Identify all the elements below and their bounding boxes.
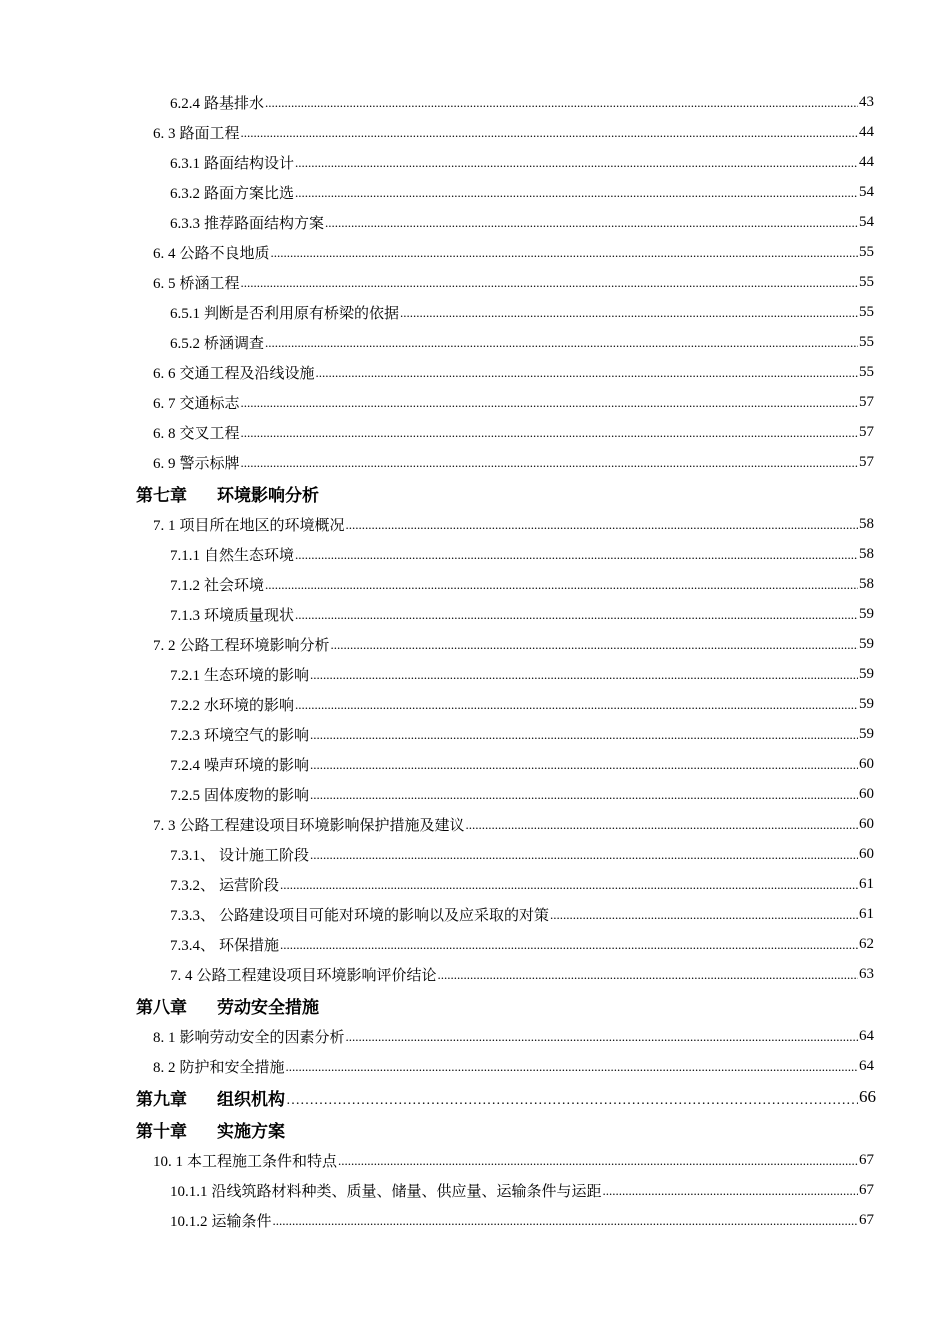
- toc-entry-number: 6.5.1: [170, 305, 200, 322]
- toc-entry-number: 7.3.1、: [170, 847, 216, 864]
- toc-dot-leader: [346, 1028, 858, 1046]
- toc-entry-label: [136, 481, 319, 506]
- toc-entry-title: 公路不良地质: [179, 245, 270, 262]
- toc-entry-number: 6.2.4: [170, 95, 200, 112]
- toc-page-number: 67: [859, 1181, 874, 1198]
- toc-entry[interactable]: [0, 899, 950, 929]
- toc-entry-title: 自然生态环境: [204, 547, 295, 564]
- toc-page-number: 57: [859, 393, 874, 410]
- toc-entry-number: 6.3.3: [170, 215, 200, 232]
- toc-entry-title: 运营阶段: [219, 877, 280, 894]
- toc-dot-leader: [346, 516, 858, 534]
- toc-entry-title: 交叉工程: [179, 425, 240, 442]
- toc-page-number: 59: [859, 725, 874, 742]
- toc-entry-title: 公路工程环境影响分析: [179, 637, 330, 654]
- toc-entry[interactable]: [0, 689, 950, 719]
- toc-entry-title: 路面结构设计: [204, 155, 295, 172]
- toc-page-number: 61: [859, 905, 874, 922]
- toc-entry-label: [170, 844, 309, 865]
- toc-entry-label: [170, 152, 294, 173]
- toc-entry[interactable]: [0, 629, 950, 659]
- toc-entry[interactable]: [0, 929, 950, 959]
- toc-entry[interactable]: [0, 117, 950, 147]
- toc-entry[interactable]: [0, 147, 950, 177]
- toc-entry[interactable]: [0, 267, 950, 297]
- toc-entry-number: 7.3.2、: [170, 877, 216, 894]
- toc-entry-title: 路基排水: [204, 95, 265, 112]
- toc-entry[interactable]: [0, 1051, 950, 1081]
- toc-page-number: 59: [859, 695, 874, 712]
- toc-entry-number: 第八章: [136, 997, 187, 1017]
- toc-entry-number: 10. 1: [153, 1153, 183, 1170]
- toc-entry-label: [153, 814, 465, 835]
- toc-entry[interactable]: [0, 509, 950, 539]
- toc-entry-title: 设计施工阶段: [219, 847, 310, 864]
- toc-entry-label: [153, 392, 240, 413]
- toc-dot-leader: [286, 1058, 858, 1076]
- toc-entry-title: 桥涵调查: [204, 335, 265, 352]
- toc-entry[interactable]: [0, 719, 950, 749]
- toc-chapter-heading[interactable]: [0, 1081, 950, 1113]
- toc-dot-leader: [331, 636, 858, 654]
- toc-page-number: 60: [859, 785, 874, 802]
- toc-entry-number: 7.2.2: [170, 697, 200, 714]
- toc-entry-number: 7.3.4、: [170, 937, 216, 954]
- toc-dot-leader: [280, 876, 858, 894]
- toc-page-number: 58: [859, 515, 874, 532]
- toc-entry[interactable]: [0, 749, 950, 779]
- toc-entry[interactable]: [0, 177, 950, 207]
- toc-entry-number: 6. 9: [153, 455, 176, 472]
- toc-entry-label: [136, 1085, 285, 1110]
- toc-entry-title: 社会环境: [204, 577, 265, 594]
- toc-chapter-heading[interactable]: [0, 1113, 950, 1145]
- toc-entry-title: 环境影响分析: [217, 485, 319, 505]
- toc-entry-label: [170, 1210, 272, 1231]
- toc-page-number: 66: [859, 1087, 876, 1106]
- toc-page-number: 60: [859, 815, 874, 832]
- toc-page-number: 62: [859, 935, 874, 952]
- toc-entry-number: 7. 2: [153, 637, 176, 654]
- toc-entry-label: [153, 1150, 337, 1171]
- toc-entry-number: 10.1.2: [170, 1213, 208, 1230]
- toc-page-number: 67: [859, 1211, 874, 1228]
- toc-page-number: 43: [859, 93, 874, 110]
- toc-entry[interactable]: [0, 569, 950, 599]
- toc-entry-label: [170, 92, 264, 113]
- toc-entry-title: 公路工程建设项目环境影响保护措施及建议: [179, 817, 465, 834]
- toc-entry[interactable]: [0, 87, 950, 117]
- toc-entry[interactable]: [0, 237, 950, 267]
- toc-entry[interactable]: [0, 387, 950, 417]
- toc-entry-label: [153, 242, 270, 263]
- toc-entry-title: 环保措施: [219, 937, 280, 954]
- toc-page-number: 59: [859, 635, 874, 652]
- toc-page-number: 64: [859, 1057, 874, 1074]
- toc-dot-leader: [286, 1089, 858, 1107]
- toc-entry-label: [170, 604, 294, 625]
- toc-entry-label: [170, 1180, 602, 1201]
- toc-entry-number: 8. 2: [153, 1059, 176, 1076]
- toc-entry[interactable]: [0, 599, 950, 629]
- toc-entry-title: 环境空气的影响: [204, 727, 310, 744]
- toc-entry[interactable]: [0, 1021, 950, 1051]
- toc-entry-title: 公路建设项目可能对环境的影响以及应采取的对策: [219, 907, 550, 924]
- toc-entry-number: 6. 5: [153, 275, 176, 292]
- toc-entry-title: 推荐路面结构方案: [204, 215, 325, 232]
- toc-page-number: 44: [859, 153, 874, 170]
- toc-page-number: 57: [859, 453, 874, 470]
- toc-entry-label: [170, 574, 264, 595]
- toc-dot-leader: [241, 124, 858, 142]
- toc-entry-title: 项目所在地区的环境概况: [179, 517, 345, 534]
- toc-dot-leader: [310, 756, 858, 774]
- toc-entry-number: 6. 3: [153, 125, 176, 142]
- toc-entry-title: 公路工程建设项目环境影响评价结论: [196, 967, 437, 984]
- toc-entry-number: 6. 7: [153, 395, 176, 412]
- toc-entry[interactable]: [0, 659, 950, 689]
- toc-entry-number: 7.2.5: [170, 787, 200, 804]
- toc-dot-leader: [271, 244, 858, 262]
- toc-entry-label: [153, 362, 315, 383]
- toc-page-number: 61: [859, 875, 874, 892]
- toc-page-number: 63: [859, 965, 874, 982]
- toc-chapter-heading[interactable]: [0, 989, 950, 1021]
- toc-entry-label: [170, 182, 294, 203]
- toc-page-number: 58: [859, 575, 874, 592]
- toc-entry-label: [153, 122, 240, 143]
- toc-dot-leader: [316, 364, 858, 382]
- toc-dot-leader: [310, 846, 858, 864]
- toc-entry-number: 7.2.4: [170, 757, 200, 774]
- toc-entry-label: [170, 754, 309, 775]
- toc-entry[interactable]: [0, 959, 950, 989]
- toc-entry-number: 第十章: [136, 1121, 187, 1141]
- toc-entry-number: 7.1.1: [170, 547, 200, 564]
- toc-entry-title: 固体废物的影响: [204, 787, 310, 804]
- toc-entry-label: [170, 964, 437, 985]
- toc-entry[interactable]: [0, 1175, 950, 1205]
- toc-entry-label: [170, 544, 294, 565]
- toc-entry-label: [170, 784, 309, 805]
- toc-entry-title: 交通工程及沿线设施: [179, 365, 315, 382]
- toc-entry-title: 交通标志: [179, 395, 240, 412]
- toc-entry-title: 水环境的影响: [204, 697, 295, 714]
- toc-page-number: 55: [859, 303, 874, 320]
- toc-page-number: 59: [859, 605, 874, 622]
- toc-entry-number: 7.1.2: [170, 577, 200, 594]
- toc-page-number: 60: [859, 845, 874, 862]
- toc-entry-title: 桥涵工程: [179, 275, 240, 292]
- toc-entry-number: 8. 1: [153, 1029, 176, 1046]
- toc-entry-title: 实施方案: [217, 1121, 285, 1141]
- toc-entry-title: 本工程施工条件和特点: [187, 1153, 338, 1170]
- toc-entry[interactable]: [0, 327, 950, 357]
- toc-entry-label: [170, 664, 309, 685]
- toc-page-number: 57: [859, 423, 874, 440]
- toc-dot-leader: [310, 786, 858, 804]
- toc-entry[interactable]: [0, 207, 950, 237]
- toc-entry[interactable]: [0, 869, 950, 899]
- toc-entry-title: 路面工程: [179, 125, 240, 142]
- toc-entry-title: 防护和安全措施: [179, 1059, 285, 1076]
- toc-entry-number: 7. 3: [153, 817, 176, 834]
- toc-entry[interactable]: [0, 297, 950, 327]
- toc-entry-number: 6. 8: [153, 425, 176, 442]
- toc-page-number: 67: [859, 1151, 874, 1168]
- toc-dot-leader: [295, 546, 858, 564]
- toc-entry-label: [153, 634, 330, 655]
- toc-entry-label: [170, 694, 294, 715]
- toc-dot-leader: [273, 1212, 858, 1230]
- toc-entry-label: [153, 272, 240, 293]
- toc-entry-label: [153, 1056, 285, 1077]
- toc-entry-number: 6.5.2: [170, 335, 200, 352]
- toc-chapter-heading[interactable]: [0, 477, 950, 509]
- toc-entry-label: [170, 332, 264, 353]
- toc-page-number: 55: [859, 363, 874, 380]
- toc-entry-label: [136, 1117, 285, 1142]
- toc-page-number: 54: [859, 213, 874, 230]
- toc-entry[interactable]: [0, 539, 950, 569]
- toc-entry-title: 环境质量现状: [204, 607, 295, 624]
- toc-entry-number: 7. 4: [170, 967, 193, 984]
- toc-entry[interactable]: [0, 1145, 950, 1175]
- toc-entry-number: 6.3.1: [170, 155, 200, 172]
- toc-entry[interactable]: [0, 779, 950, 809]
- toc-page-number: 54: [859, 183, 874, 200]
- toc-page-number: 59: [859, 665, 874, 682]
- toc-entry-number: 6. 4: [153, 245, 176, 262]
- toc-entry-number: 6.3.2: [170, 185, 200, 202]
- toc-entry-number: 第九章: [136, 1089, 187, 1109]
- toc-entry-number: 7.2.1: [170, 667, 200, 684]
- toc-entry-label: [153, 422, 240, 443]
- toc-dot-leader: [338, 1152, 858, 1170]
- toc-entry-title: 劳动安全措施: [217, 997, 319, 1017]
- toc-entry-title: 警示标牌: [179, 455, 240, 472]
- toc-dot-leader: [295, 696, 858, 714]
- toc-dot-leader: [400, 304, 858, 322]
- toc-entry-title: 生态环境的影响: [204, 667, 310, 684]
- toc-entry-title: 噪声环境的影响: [204, 757, 310, 774]
- toc-entry-label: [170, 302, 399, 323]
- toc-entry-label: [153, 514, 345, 535]
- toc-entry-title: 运输条件: [211, 1213, 272, 1230]
- toc-entry-title: 组织机构: [217, 1089, 285, 1109]
- toc-page-number: 55: [859, 273, 874, 290]
- toc-dot-leader: [325, 214, 858, 232]
- toc-page-number: 55: [859, 243, 874, 260]
- toc-page-number: 60: [859, 755, 874, 772]
- toc-dot-leader: [241, 394, 858, 412]
- toc-dot-leader: [280, 936, 858, 954]
- toc-dot-leader: [295, 184, 858, 202]
- toc-entry-number: 7.2.3: [170, 727, 200, 744]
- toc-entry-number: 7.3.3、: [170, 907, 216, 924]
- toc-page-number: 64: [859, 1027, 874, 1044]
- toc-dot-leader: [241, 424, 858, 442]
- toc-dot-leader: [295, 606, 858, 624]
- toc-entry[interactable]: [0, 809, 950, 839]
- toc-dot-leader: [265, 576, 858, 594]
- toc-dot-leader: [438, 966, 858, 984]
- toc-entry-number: 10.1.1: [170, 1183, 208, 1200]
- toc-entry-label: [170, 874, 279, 895]
- toc-dot-leader: [466, 816, 858, 834]
- toc-dot-leader: [550, 906, 858, 924]
- table-of-contents: [0, 87, 950, 1235]
- toc-entry-number: 第七章: [136, 485, 187, 505]
- toc-entry-label: [170, 934, 279, 955]
- toc-entry-number: 6. 6: [153, 365, 176, 382]
- toc-entry[interactable]: [0, 447, 950, 477]
- toc-entry[interactable]: [0, 417, 950, 447]
- toc-entry-label: [153, 452, 240, 473]
- toc-entry-label: [153, 1026, 345, 1047]
- toc-entry-title: 路面方案比选: [204, 185, 295, 202]
- toc-dot-leader: [310, 666, 858, 684]
- toc-page-number: 55: [859, 333, 874, 350]
- toc-entry-label: [170, 904, 549, 925]
- toc-dot-leader: [310, 726, 858, 744]
- toc-dot-leader: [241, 454, 858, 472]
- toc-entry-title: 沿线筑路材料种类、质量、储量、供应量、运输条件与运距: [211, 1183, 602, 1200]
- toc-dot-leader: [265, 334, 858, 352]
- toc-entry-number: 7.1.3: [170, 607, 200, 624]
- toc-dot-leader: [241, 274, 858, 292]
- toc-entry-label: [170, 212, 324, 233]
- toc-entry-label: [170, 724, 309, 745]
- toc-dot-leader: [265, 94, 858, 112]
- toc-entry-title: 影响劳动安全的因素分析: [179, 1029, 345, 1046]
- toc-entry[interactable]: [0, 839, 950, 869]
- toc-page-number: 58: [859, 545, 874, 562]
- toc-entry-title: 判断是否利用原有桥梁的依据: [204, 305, 400, 322]
- toc-entry-number: 7. 1: [153, 517, 176, 534]
- toc-entry-label: [136, 993, 319, 1018]
- toc-dot-leader: [603, 1182, 858, 1200]
- toc-entry[interactable]: [0, 357, 950, 387]
- toc-dot-leader: [295, 154, 858, 172]
- toc-entry[interactable]: [0, 1205, 950, 1235]
- toc-page-number: 44: [859, 123, 874, 140]
